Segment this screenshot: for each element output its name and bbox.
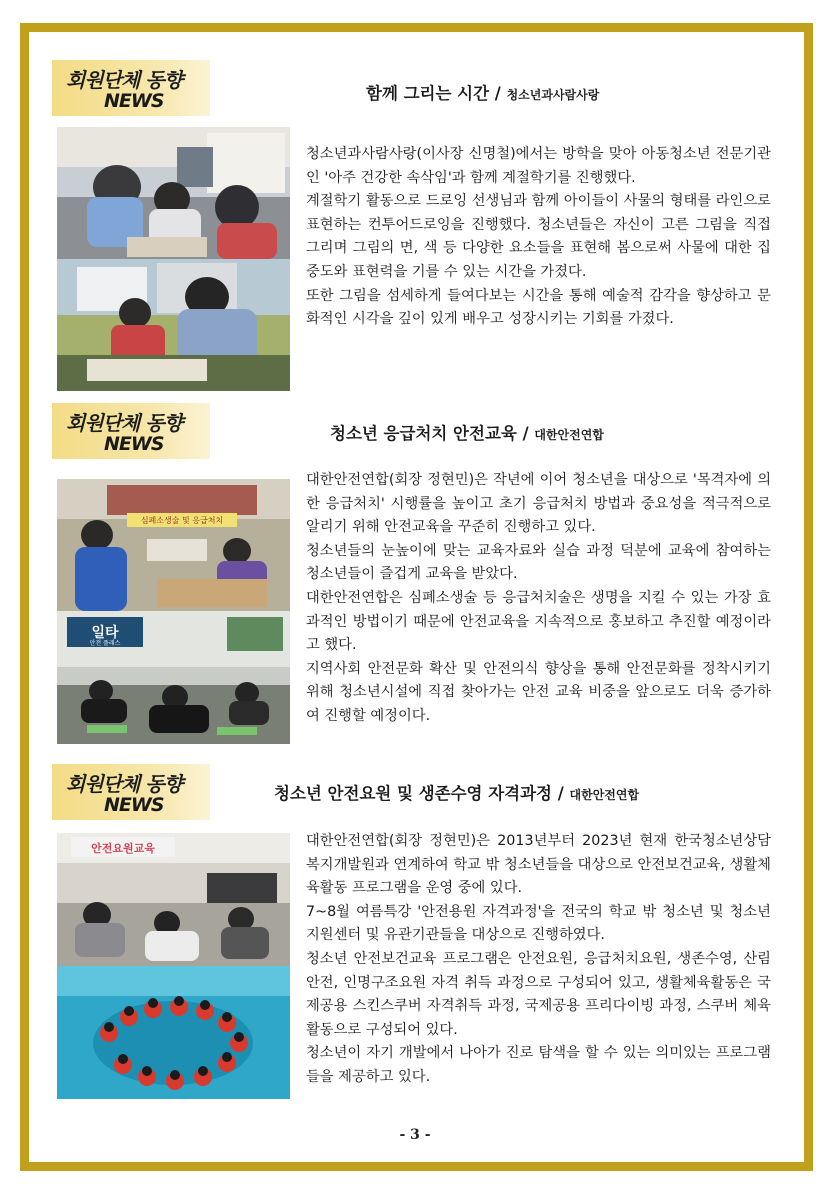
paragraph: 청소년과사람사랑(이사장 신명철)에서는 방학을 맞아 아동청소년 전문기관인 '아주 건강한 속삭임'과 함께 계절학기를 진행했다. <box>306 146 771 186</box>
title-text: 청소년 응급처치 안전교육 <box>330 424 517 443</box>
paragraph: 7~8월 여름특강 '안전용원 자격과정'을 전국의 학교 밖 청소년 및 청소년지원센터 및 유관기관들을 대상으로 진행하였다. <box>306 903 771 944</box>
logo-text: 일타 <box>91 625 119 641</box>
first-aid-class-photo <box>57 479 290 744</box>
paragraph: 또한 그림을 섬세하게 들여다보는 시간을 통해 예술적 감각을 향상하고 문화적인 시각을 깊이 있게 배우고 성장시키는 기회를 가졌다. <box>306 287 771 328</box>
banner-text: 안전요원교육 <box>91 842 155 855</box>
news-section-2 <box>52 403 782 753</box>
news-badge <box>52 403 210 459</box>
safety-swim-photo <box>57 833 290 1099</box>
paragraph: 지역사회 안전문화 확산 및 안전의식 향상을 통해 안전문화를 정착시키기 위해 청소년시설에 직접 찾아가는 안전 교육 비중을 앞으로도 더욱 증가하여 진행할 예정이다. <box>306 660 771 724</box>
title-text: 함께 그리는 시간 <box>366 84 490 103</box>
badge-title: 회원단체 동향 <box>66 68 182 92</box>
article-body <box>306 830 771 1090</box>
article-body <box>306 143 771 332</box>
article-photo-3 <box>57 833 290 1099</box>
article-title: 청소년 응급처치 안전교육 / 대한안전연합 <box>330 424 604 443</box>
badge-news: NEWS <box>104 433 164 455</box>
article-photo-2 <box>57 479 290 744</box>
badge-news: NEWS <box>104 90 164 112</box>
news-badge <box>52 764 210 820</box>
org-name: 청소년과사람사랑 <box>506 88 600 102</box>
article-title: 청소년 안전요원 및 생존수영 자격과정 / 대한안전연합 <box>274 784 640 803</box>
page-number: - 3 - <box>399 1127 431 1143</box>
badge-title: 회원단체 동향 <box>66 772 182 796</box>
article-title: 함께 그리는 시간 / 청소년과사람사랑 <box>366 84 600 103</box>
org-name: 대한안전연합 <box>534 428 604 442</box>
paragraph: 청소년 안전보건교육 프로그램은 안전요원, 응급처치요원, 생존수영, 산림안전, 인명구조요원 자격 취득 과정으로 구성되어 있고, 생활체육활동은 국제공용 스킨스쿠버 자격취득 과정, 국제공용 프리다이빙 과정, 스쿠버 체육활동으로 구성되어 있다. <box>306 950 771 1038</box>
banner-text: 심폐소생술 및 응급처치 <box>140 516 224 525</box>
org-name: 대한안전연합 <box>569 788 640 802</box>
news-badge <box>52 60 210 116</box>
paragraph: 대한안전연합은 심폐소생술 등 응급처치술은 생명을 지킬 수 있는 가장 효과적인 방법이기 때문에 안전교육을 지속적으로 홍보하고 추진할 예정이라고 했다. <box>306 589 771 654</box>
paragraph: 대한안전연합(회장 정현민)은 2013년부터 2023년 현재 한국청소년상담복지개발원과 연계하여 학교 밖 청소년들을 대상으로 안전보건교육, 생활체육활동 프로그램을 운영 중에 있다. <box>306 833 771 897</box>
title-text: 청소년 안전요원 및 생존수영 자격과정 <box>274 784 553 803</box>
paragraph: 대한안전연합(회장 정현민)은 작년에 이어 청소년을 대상으로 '목격자에 의한 응급처치' 시행률을 높이고 초기 응급처치 방법과 중요성을 적극적으로 알리기 위해 안전교육을 꾸준히 진행하고 있다. <box>306 472 771 536</box>
paragraph: 청소년들의 눈높이에 맞는 교육자료와 실습 과정 덕분에 교육에 참여하는 청소년들이 즐겁게 교육을 받았다. <box>306 542 771 583</box>
badge-news: NEWS <box>104 794 164 816</box>
news-section-3 <box>52 764 782 1109</box>
article-body <box>306 469 771 729</box>
paragraph: 계절학기 활동으로 드로잉 선생님과 함께 아이들이 사물의 형태를 라인으로 표현하는 컨투어드로잉을 진행했다. 청소년들은 자신이 고른 그림을 직접 그리며 그림의 면, 색 등 다양한 요소들을 표현해 봄으로써 사물에 대한 집중도와 표현력을 기를 수 있는 시간을 가졌다. <box>306 193 771 280</box>
badge-title: 회원단체 동향 <box>66 411 182 435</box>
news-section-1 <box>52 60 782 390</box>
article-photo-1 <box>57 127 290 391</box>
drawing-class-photo <box>57 127 290 391</box>
paragraph: 청소년이 자기 개발에서 나아가 진로 탐색을 할 수 있는 의미있는 프로그램들을 제공하고 있다. <box>306 1045 771 1085</box>
logo-sub-text: 안전 플래스 <box>89 640 121 647</box>
